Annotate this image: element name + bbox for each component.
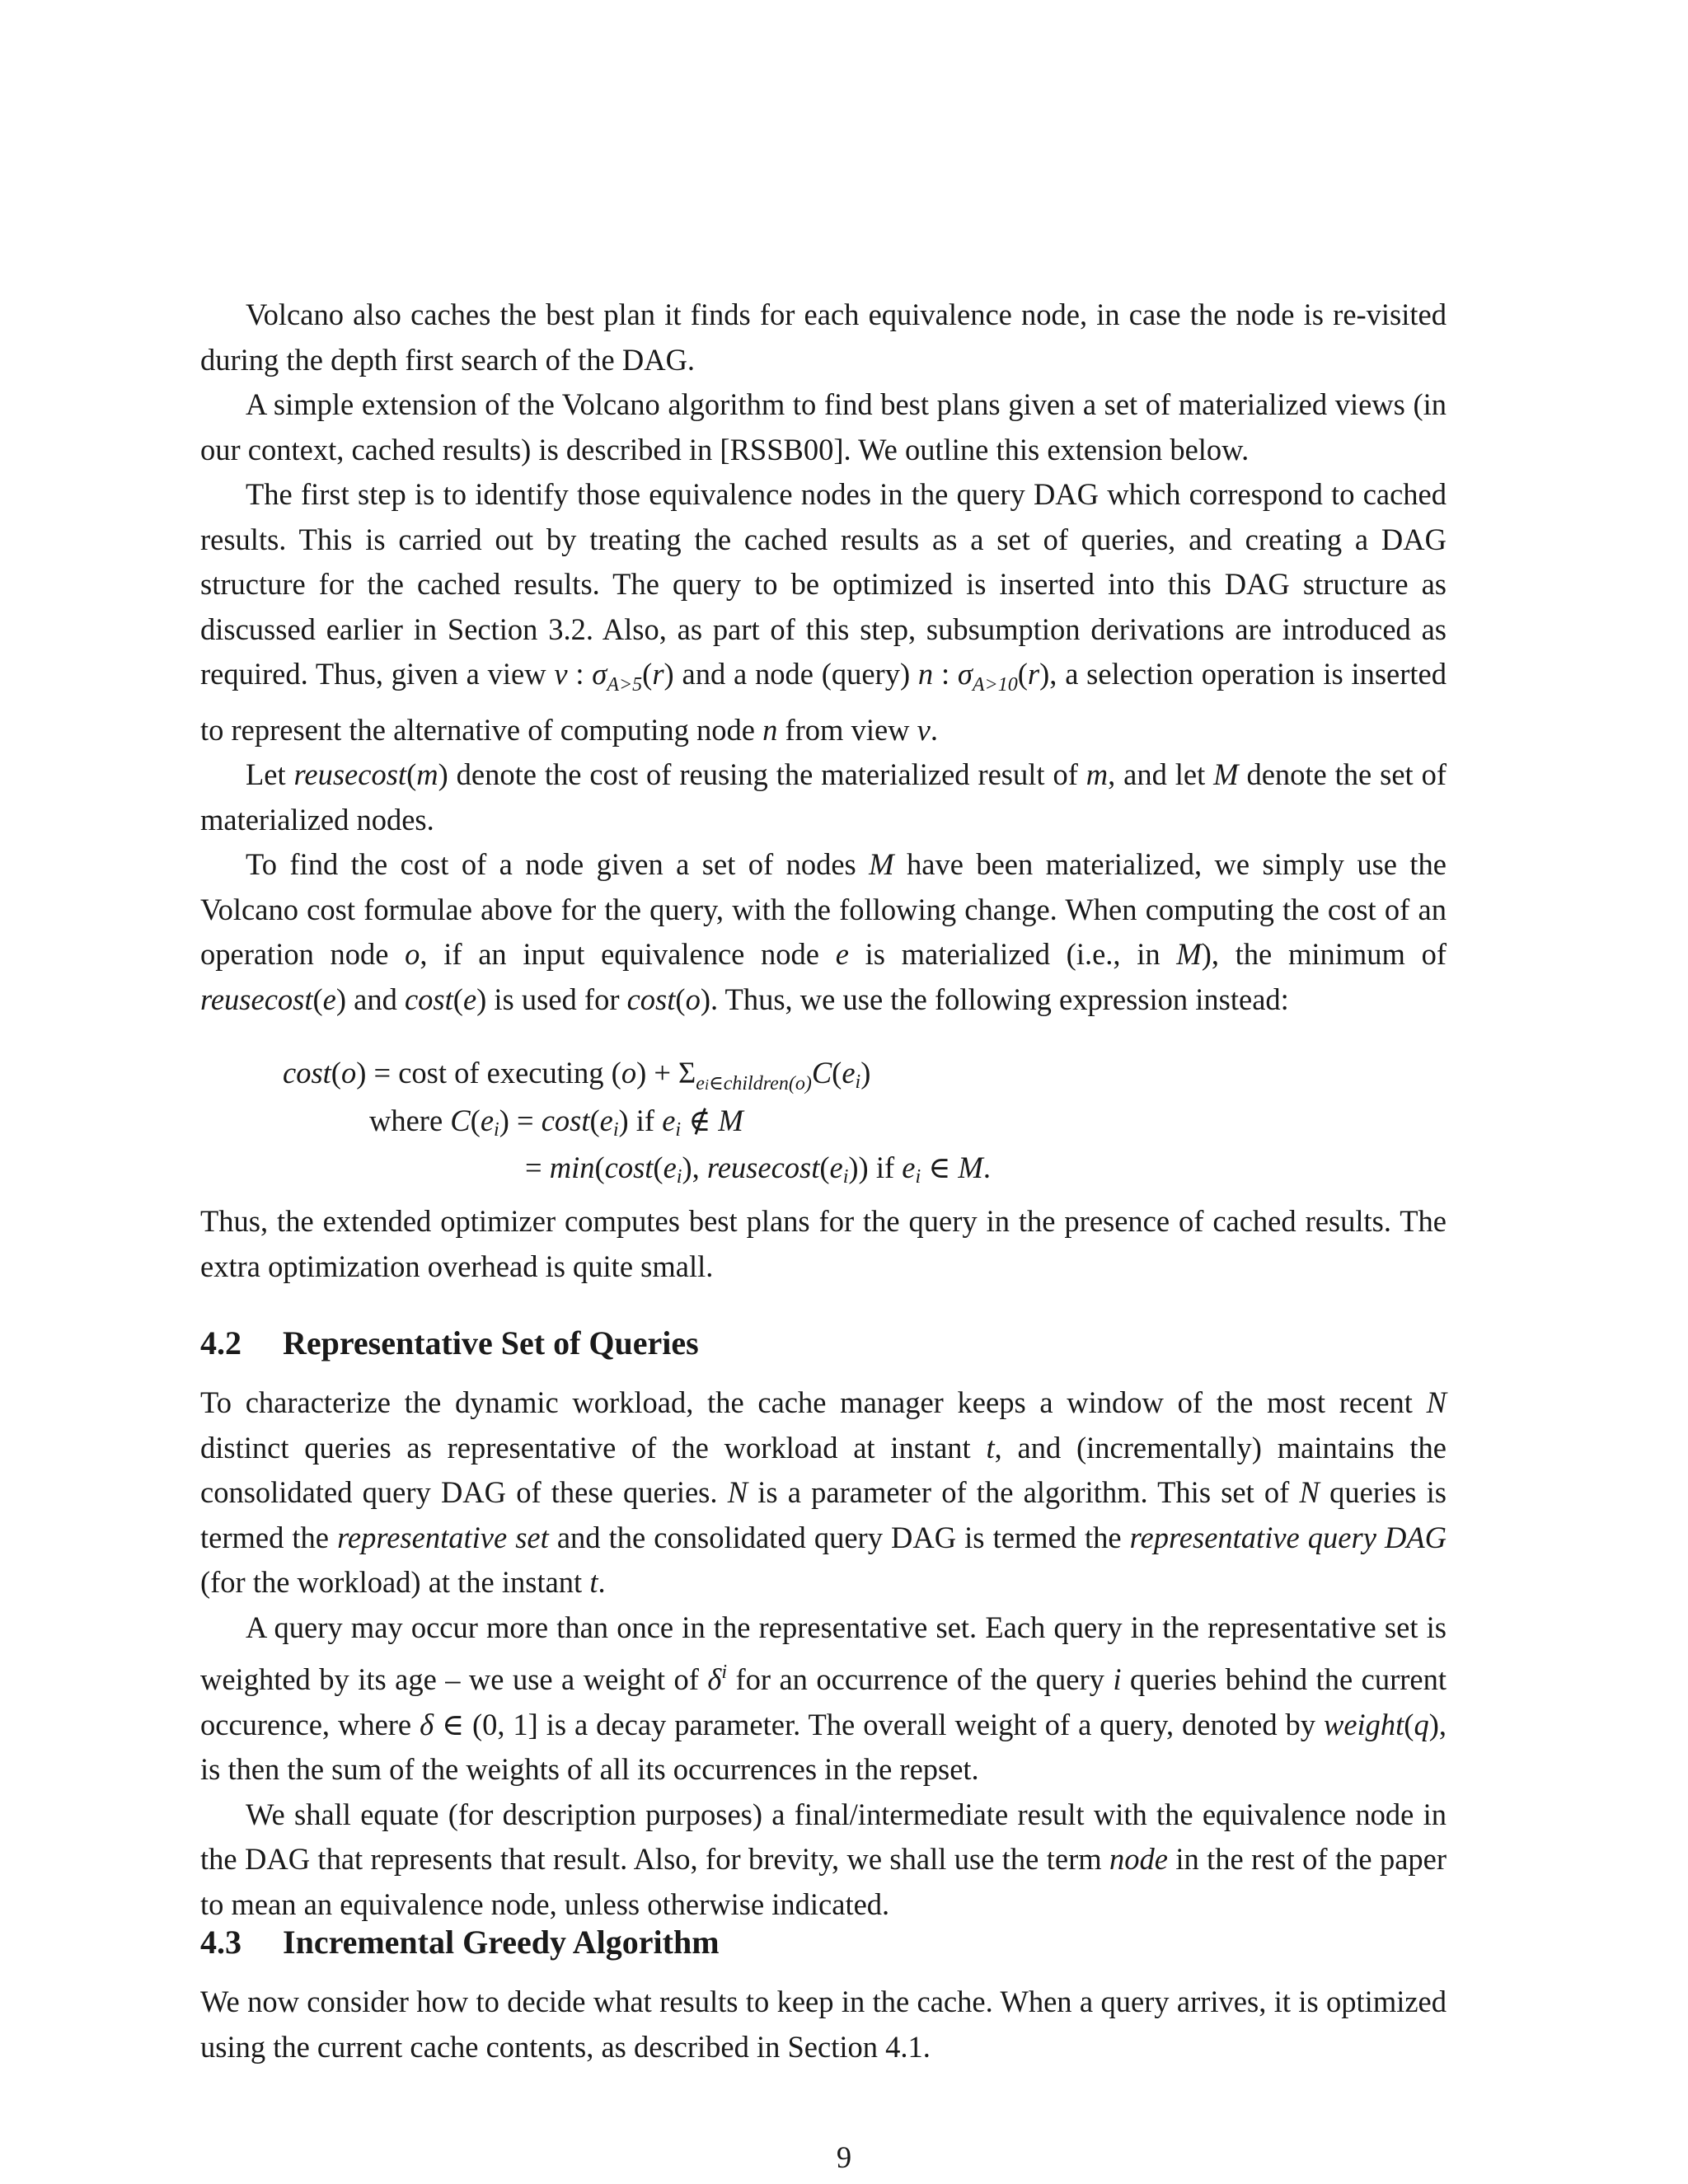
- paragraph-extended-optimizer: Thus, the extended optimizer computes best plans for the query in the presence of cached results. The extra optimization overhead is quite small.: [200, 1204, 1447, 1283]
- equation-line-3: = min(cost(ei), reusecost(ei)) if ei ∈ M.: [525, 1151, 991, 1188]
- paragraph-characterize-workload: To characterize the dynamic workload, the cache manager keeps a window of the most recent N distinct queries as representative of the workload at instant t, and (incrementally) maintains the consolidated query DAG of these queries. N is a parameter of the algorithm. This set of N queries is termed the representative set and the consolidated query DAG is termed the representative query DAG (for the workload) at the instant t.: [200, 1385, 1447, 1599]
- section-number: 4.2: [200, 1324, 241, 1361]
- paragraph-simple-extension: A simple extension of the Volcano algorithm to find best plans given a set of materialized views (in our context, cached results) is described in [RSSB00]. We outline this extension below.: [200, 387, 1447, 466]
- section-number: 4.3: [200, 1924, 241, 1961]
- paragraph-find-cost: To find the cost of a node given a set of nodes M have been materialized, we simply use the Volcano cost formulae above for the query, with the following change. When computing the cost of an operation node o, if an input equivalence node e is materialized (i.e., in M), the minimum of reusecost(e) and cost(e) is used for cost(o). Thus, we use the following expression instead:: [200, 847, 1447, 1016]
- section-heading-4-2: [200, 1323, 699, 1364]
- paragraph-query-weight: A query may occur more than once in the representative set. Each query in the representative set is weighted by its age – we use a weight of $\delta^i$ for an occurrence of the query i queries behind the current occurence, where δ ∈ (0, 1] is a decay parameter. The overall weight of a query, denoted by weight(q), is then the sum of the weights of all its occurrences in the repset.: [200, 1610, 1447, 1786]
- page-number: 9: [836, 2140, 852, 2174]
- section-heading-4-3: [200, 1922, 720, 1963]
- paragraph-decide-cache: We now consider how to decide what results to keep in the cache. When a query arrives, it is optimized using the current cache contents, as described in Section 4.1.: [200, 1985, 1447, 2064]
- text-block-top: [200, 293, 1447, 1022]
- equation-line-1: cost(o) = cost of executing $(o) + \Sigma_{ei\in children(o)}C(ei)$: [283, 1056, 871, 1094]
- paragraph-volcano-caches: Volcano also caches the best plan it finds for each equivalence node, in case the node is re-visited during the depth first search of the DAG.: [200, 298, 1447, 377]
- paragraph-equate-node: We shall equate (for description purposes) a final/intermediate result with the equivalence node in the DAG that represents that result. Also, for brevity, we shall use the term node in the rest of the paper to mean an equivalence node, unless otherwise indicated.: [200, 1797, 1447, 1921]
- text-block-section-4-2: [200, 1380, 1447, 1927]
- equation-line-2: where C(ei) = cost(ei) if ei ∉ M: [369, 1104, 743, 1141]
- text-block-after-equation: [200, 1199, 1447, 1289]
- section-title: Representative Set of Queries: [283, 1324, 699, 1361]
- text-block-section-4-3: [200, 1980, 1447, 2069]
- paragraph-first-step: The first step is to identify those equivalence nodes in the query DAG which correspond to cached results. This is carried out by treating the cached results as a set of queries, and creating a DAG structure for the cached results. The query to be optimized is inserted into this DAG structure as discussed earlier in Section 3.2. Also, as part of this step, subsumption derivations are introduced as required. Thus, given a view v : $\sigma_{A>5}(r)$ and a node (query) n : $\sigma_{A>10}(r)$, a selection operation is inserted to represent the alternative of computing node n from view v.: [200, 477, 1447, 747]
- paragraph-reusecost: Let reusecost(m) denote the cost of reusing the materialized result of m, and let M denote the set of materialized nodes.: [200, 757, 1447, 837]
- section-title: Incremental Greedy Algorithm: [283, 1924, 720, 1961]
